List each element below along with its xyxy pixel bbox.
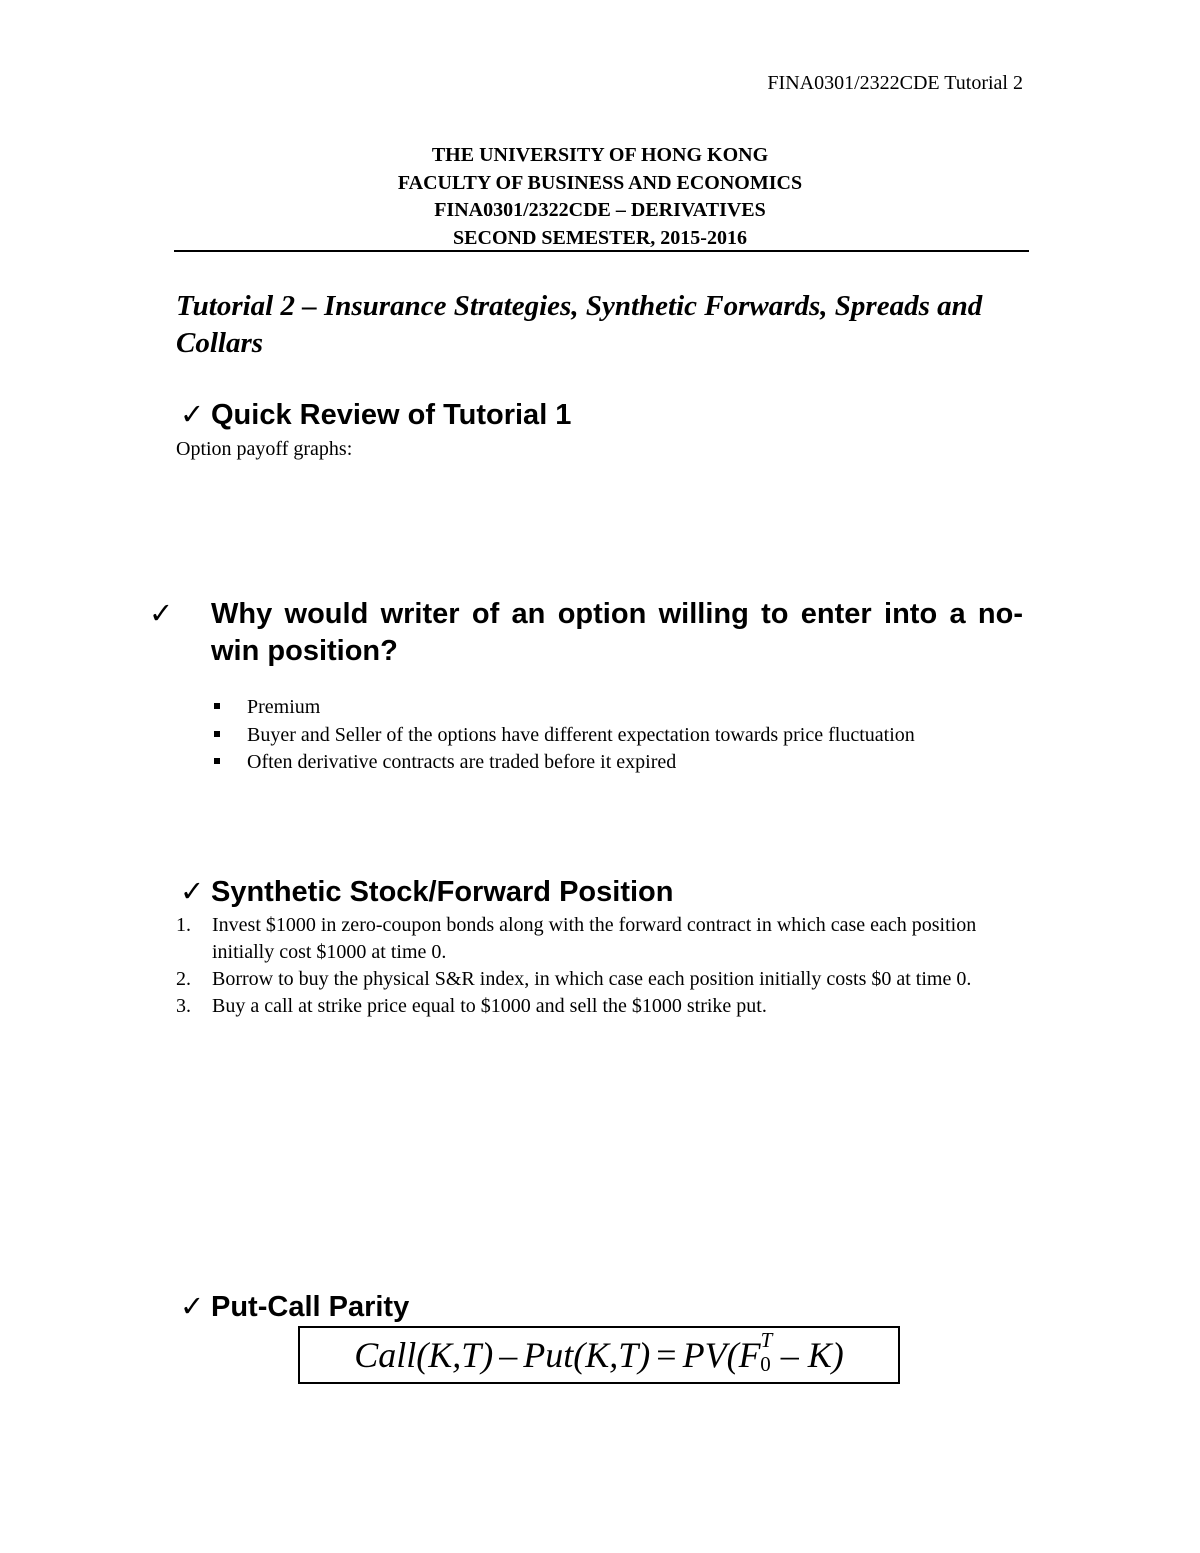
numbered-item: 1. Invest $1000 in zero-coupon bonds along with the forward contract in which case each position initially cost $1000 at time 0. bbox=[176, 914, 977, 963]
square-bullet-icon bbox=[214, 758, 220, 764]
check-icon: ✓ bbox=[149, 598, 174, 630]
square-bullet-icon bbox=[214, 703, 220, 709]
synthetic-heading-text: Synthetic Stock/Forward Position bbox=[211, 876, 674, 908]
formula-superscript: T bbox=[760, 1327, 773, 1352]
running-header: FINA0301/2322CDE Tutorial 2 bbox=[767, 72, 1023, 94]
quick-review-heading-text: Quick Review of Tutorial 1 bbox=[211, 399, 572, 431]
formula-call: Call(K,T) bbox=[354, 1335, 494, 1375]
check-icon: ✓ bbox=[180, 876, 205, 908]
synthetic-list bbox=[176, 912, 1026, 1020]
course-name: FINA0301/2322CDE – DERIVATIVES bbox=[434, 199, 766, 221]
why-writer-heading-text: Why would writer of an option willing to enter into a no-win position? bbox=[211, 598, 1023, 667]
quick-review-heading bbox=[180, 397, 571, 434]
put-call-parity-formula bbox=[298, 1326, 900, 1384]
synthetic-heading bbox=[180, 874, 673, 911]
university-name: THE UNIVERSITY OF HONG KONG bbox=[431, 144, 769, 166]
why-writer-bullets bbox=[210, 694, 970, 777]
bullet-item: Buyer and Seller of the options have different expectation towards price fluctuation bbox=[210, 722, 970, 750]
formula-subscript: 0 bbox=[760, 1351, 771, 1376]
formula-tail: – K) bbox=[780, 1335, 844, 1375]
university-header bbox=[0, 142, 1200, 252]
put-call-parity-heading bbox=[180, 1289, 409, 1326]
header-divider bbox=[174, 250, 1029, 252]
bullet-item: Often derivative contracts are traded before it expired bbox=[210, 749, 970, 777]
why-writer-heading bbox=[149, 596, 1023, 670]
formula-put: Put(K,T) bbox=[523, 1335, 651, 1375]
put-call-parity-heading-text: Put-Call Parity bbox=[211, 1291, 410, 1323]
check-icon: ✓ bbox=[180, 1291, 205, 1323]
tutorial-title: Tutorial 2 – Insurance Strategies, Synthetic Forwards, Spreads and Collars bbox=[176, 290, 983, 359]
faculty-name: FACULTY OF BUSINESS AND ECONOMICS bbox=[397, 171, 803, 194]
square-bullet-icon bbox=[214, 731, 220, 737]
numbered-item: 2. Borrow to buy the physical S&R index, in which case each position initially costs $0 at time 0. bbox=[176, 968, 972, 990]
formula-minus: – bbox=[499, 1335, 518, 1375]
formula-pv: PV(F bbox=[682, 1335, 761, 1375]
option-payoff-label: Option payoff graphs: bbox=[176, 438, 353, 460]
bullet-item: Premium bbox=[210, 694, 970, 722]
semester: SECOND SEMESTER, 2015-2016 bbox=[453, 226, 747, 249]
formula-equals: = bbox=[656, 1335, 677, 1375]
numbered-item: 3. Buy a call at strike price equal to $1000 and sell the $1000 strike put. bbox=[176, 995, 767, 1017]
check-icon: ✓ bbox=[180, 399, 205, 431]
